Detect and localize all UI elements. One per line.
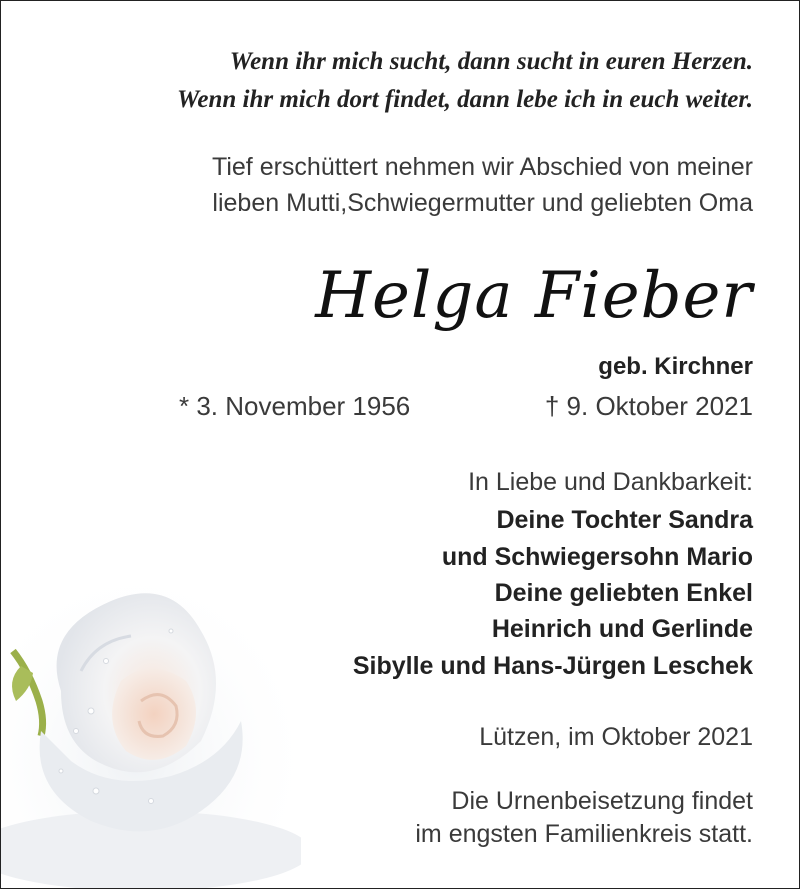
mourner-line: und Schwiegersohn Mario [441,543,753,571]
intro-line-2: lieben Mutti,Schwiegermutter und geliebten Oma [212,189,753,217]
quote-line-1: Wenn ihr mich sucht, dann sucht in euren Herzen. [229,48,753,75]
mourner-line: Deine Tochter Sandra [496,506,753,534]
birth-date: * 3. November 1956 [179,391,411,421]
place-date: Lützen, im Oktober 2021 [479,723,753,751]
white-rose-image [1,561,301,889]
burial-line-1: Die Urnenbeisetzung findet [451,787,753,815]
quote-line-2: Wenn ihr mich dort findet, dann lebe ich in euch weiter. [177,86,753,113]
mourner-line: Deine geliebten Enkel [494,579,753,607]
mourners-intro: In Liebe und Dankbarkeit: [468,468,753,496]
deceased-name: Helga Fieber [315,259,753,333]
burial-line-2: im engsten Familienkreis statt. [415,820,753,848]
mourner-line: Heinrich und Gerlinde [491,615,753,643]
mourner-line: Sibylle und Hans-Jürgen Leschek [352,652,753,680]
death-date: † 9. Oktober 2021 [544,391,753,421]
birth-name: geb. Kirchner [598,353,753,380]
intro-line-1: Tief erschüttert nehmen wir Abschied von meiner [212,153,753,181]
